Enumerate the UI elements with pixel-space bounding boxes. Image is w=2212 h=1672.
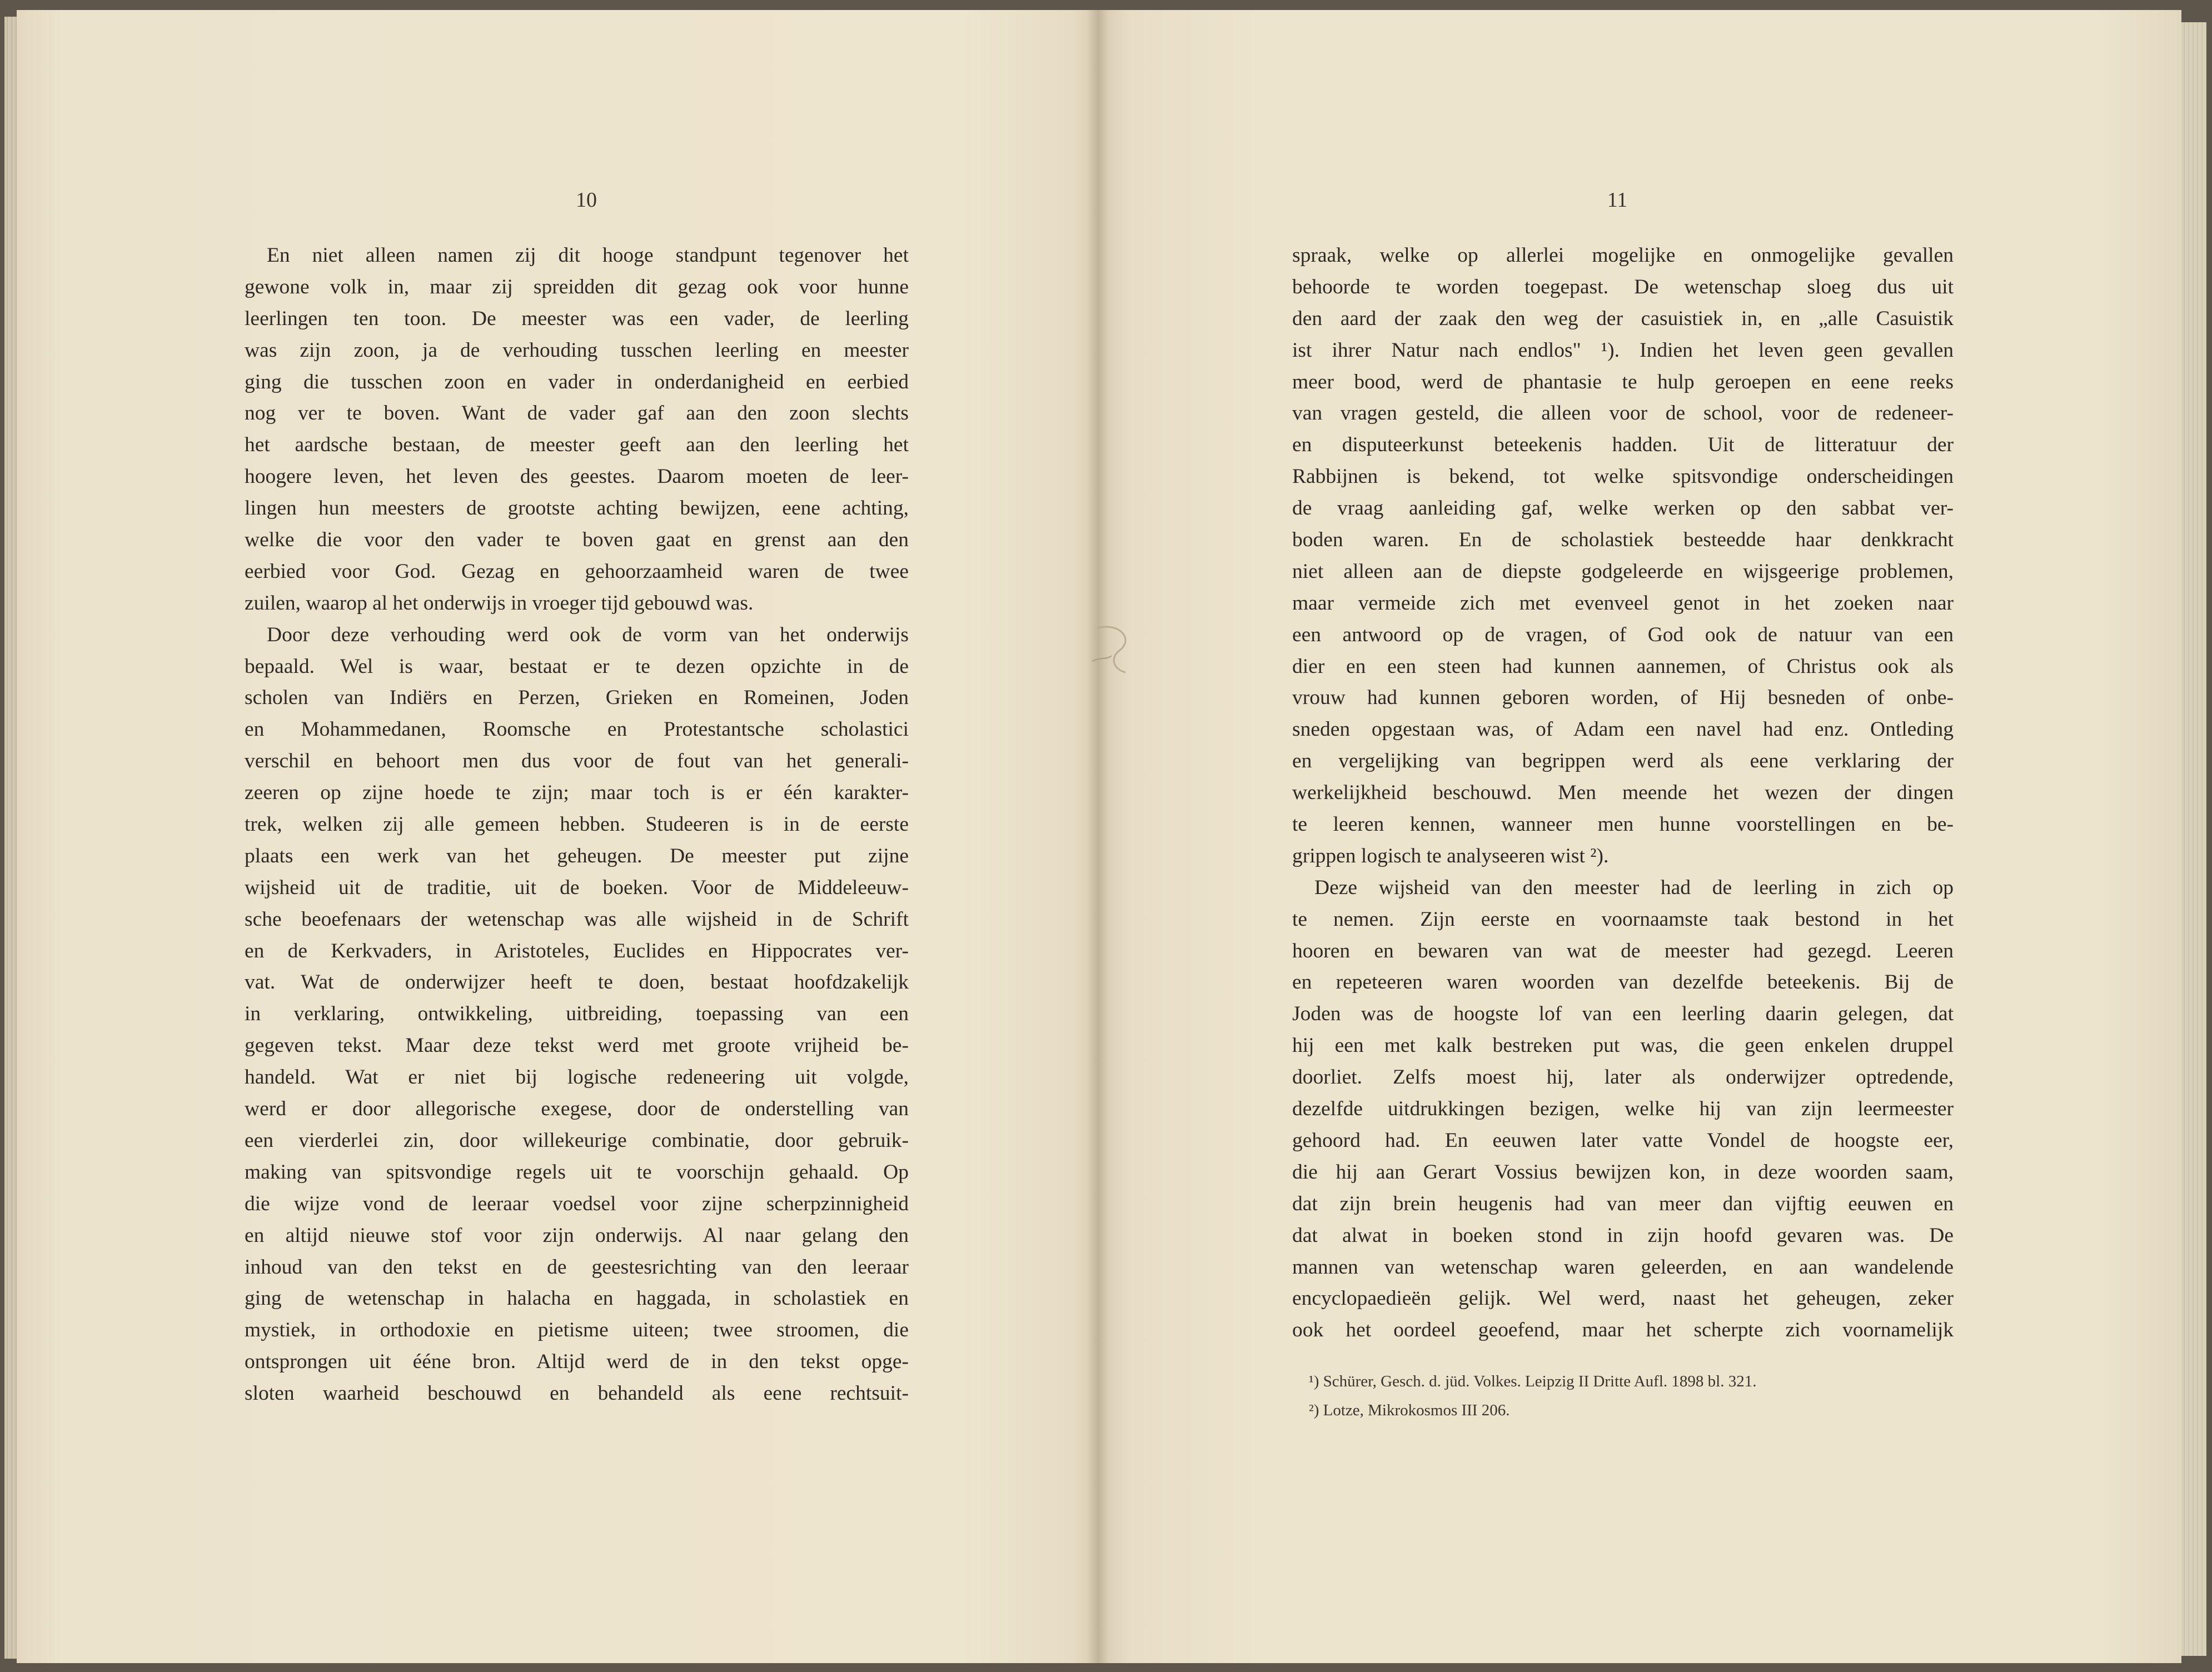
text-line: hoogere leven, het leven des geestes. Daarom moeten de leer-: [245, 465, 909, 488]
text-line: scholen van Indiërs en Perzen, Grieken en Romeinen, Joden: [245, 686, 909, 710]
text-line: ging de wetenschap in halacha en haggada, in scholastiek en: [245, 1287, 909, 1310]
text-line: die wijze vond de leeraar voedsel voor zijne scherpzinnigheid: [245, 1192, 909, 1215]
text-line: plaats een werk van het geheugen. De meester put zijne: [245, 844, 909, 867]
text-line: handeld. Wat er niet bij logische redeneering uit volgde,: [245, 1066, 909, 1089]
text-line: Door deze verhouding werd ook de vorm van het onderwijs: [267, 623, 909, 646]
text-line: te leeren kennen, wanneer men hunne voorstellingen en be-: [1292, 813, 1954, 836]
text-line: ist ihrer Natur nach endlos" ¹). Indien het leven geen gevallen: [1292, 338, 1954, 362]
left-page-text: [245, 240, 909, 1410]
text-line: zuilen, waarop al het onderwijs in vroeger tijd gebouwd was.: [245, 591, 754, 615]
text-line: in verklaring, ontwikkeling, uitbreiding, toepassing van een: [245, 1002, 909, 1026]
text-line: maar vermeide zich met evenveel genot in het zoeken naar: [1292, 591, 1954, 615]
text-line: meer bood, werd de phantasie te hulp geroepen en eene reeks: [1292, 370, 1954, 393]
text-line: hooren en bewaren van wat de meester had gezegd. Leeren: [1292, 939, 1954, 962]
text-line: werd er door allegorische exegese, door de onderstelling van: [245, 1097, 909, 1121]
text-line: en altijd nieuwe stof voor zijn onderwijs. Al naar gelang den: [245, 1224, 909, 1247]
text-line: en vergelijking van begrippen werd als eene verklaring der: [1292, 750, 1954, 773]
text-line: encyclopaedieën gelijk. Wel werd, naast het geheugen, zeker: [1292, 1287, 1954, 1310]
book-gutter: [1087, 10, 1109, 1663]
text-line: wijsheid uit de traditie, uit de boeken. Voor de Middeleeuw-: [245, 876, 909, 899]
text-line: en repeteeren waren woorden van dezelfde beteekenis. Bij de: [1292, 971, 1954, 994]
text-line: den aard der zaak den weg der casuistiek in, en „alle Casuistik: [1292, 307, 1954, 330]
text-line: spraak, welke op allerlei mogelijke en onmogelijke gevallen: [1292, 244, 1954, 267]
text-line: ging die tusschen zoon en vader in onderdanigheid en eerbied: [245, 370, 909, 393]
text-line: gehoord had. En eeuwen later vatte Vondel de hoogste eer,: [1292, 1129, 1954, 1152]
text-line: lingen hun meesters de grootste achting bewijzen, eene achting,: [245, 497, 909, 520]
text-line: hij een met kalk bestreken put was, die geen enkelen druppel: [1292, 1034, 1954, 1057]
text-line: inhoud van den tekst en de geestesrichting van den leeraar: [245, 1255, 909, 1279]
footnote: ²) Lotze, Mikrokosmos III 206.: [1309, 1401, 1510, 1419]
text-line: leerlingen ten toon. De meester was een vader, de leerling: [245, 307, 909, 330]
text-line: de vraag aanleiding gaf, welke werken op den sabbat ver-: [1292, 497, 1954, 520]
text-line: mystiek, in orthodoxie en pietisme uiteen; twee stroomen, die: [245, 1319, 909, 1342]
text-line: ook het oordeel geoefend, maar het scherpte zich voornamelijk: [1292, 1319, 1954, 1342]
right-page-edges: [2181, 22, 2206, 1656]
text-line: boden waren. En de scholastiek besteedde haar denkkracht: [1292, 528, 1954, 552]
text-line: Joden was de hoogste lof van een leerling daarin gelegen, dat: [1292, 1002, 1954, 1026]
text-line: die hij aan Gerart Vossius bewijzen kon, in deze woorden saam,: [1292, 1160, 1954, 1184]
text-line: gegeven tekst. Maar deze tekst werd met groote vrijheid be-: [245, 1034, 909, 1057]
text-line: en de Kerkvaders, in Aristoteles, Euclides en Hippocrates ver-: [245, 939, 909, 962]
text-line: eerbied voor God. Gezag en gehoorzaamheid waren de twee: [245, 560, 909, 583]
right-page-text: [1292, 240, 1954, 1346]
text-line: behoorde te worden toegepast. De wetenschap sloeg dus uit: [1292, 275, 1954, 298]
text-line: making van spitsvondige regels uit te voorschijn gehaald. Op: [245, 1160, 909, 1184]
text-line: Deze wijsheid van den meester had de leerling in zich op: [1314, 876, 1954, 899]
text-line: verschil en behoort men dus voor de fout van het generali-: [245, 750, 909, 773]
text-line: niet alleen aan de diepste godgeleerde en wijsgeerige problemen,: [1292, 560, 1954, 583]
text-line: welke die voor den vader te boven gaat en grenst aan den: [245, 528, 909, 552]
text-line: dier en een steen had kunnen aannemen, of Christus ook als: [1292, 655, 1954, 678]
text-line: een antwoord op de vragen, of God ook de natuur van een: [1292, 623, 1954, 646]
footnotes: [1309, 1367, 1948, 1425]
text-line: bepaald. Wel is waar, bestaat er te dezen opzichte in de: [245, 655, 909, 678]
text-line: dat zijn brein heugenis had van meer dan vijftig eeuwen en: [1292, 1192, 1954, 1215]
text-line: en Mohammedanen, Roomsche en Protestantsche scholastici: [245, 718, 909, 741]
text-line: grippen logisch te analyseeren wist ²).: [1292, 844, 1609, 867]
text-line: een vierderlei zin, door willekeurige combinatie, door gebruik-: [245, 1129, 909, 1152]
text-line: sche beoefenaars der wetenschap was alle wijsheid in de Schrift: [245, 907, 909, 931]
text-line: mannen van wetenschap waren geleerden, en aan wandelende: [1292, 1255, 1954, 1279]
right-page-number: 11: [1607, 188, 1628, 212]
text-line: En niet alleen namen zij dit hooge standpunt tegenover het: [267, 244, 909, 267]
left-page-number: 10: [576, 188, 597, 212]
footnote: ¹) Schürer, Gesch. d. jüd. Volkes. Leipzig II Dritte Aufl. 1898 bl. 321.: [1309, 1372, 1757, 1390]
text-line: Rabbijnen is bekend, tot welke spitsvondige onderscheidingen: [1292, 465, 1954, 488]
text-line: sloten waarheid beschouwd en behandeld als eene rechtsuit-: [245, 1382, 909, 1405]
text-line: sneden opgestaan was, of Adam een navel had enz. Ontleding: [1292, 718, 1954, 741]
text-line: vrouw had kunnen geboren worden, of Hij besneden of onbe-: [1292, 686, 1954, 710]
text-line: dezelfde uitdrukkingen bezigen, welke hij van zijn leermeester: [1292, 1097, 1954, 1121]
text-line: vat. Wat de onderwijzer heeft te doen, bestaat hoofdzakelijk: [245, 971, 909, 994]
text-line: was zijn zoon, ja de verhouding tusschen leerling en meester: [245, 338, 909, 362]
text-line: nog ver te boven. Want de vader gaf aan den zoon slechts: [245, 402, 909, 425]
binding-thread: [1081, 617, 1148, 683]
text-line: zeeren op zijne hoede te zijn; maar toch is er één karakter-: [245, 781, 909, 805]
text-line: ontsprongen uit ééne bron. Altijd werd de in den tekst opge-: [245, 1350, 909, 1374]
text-line: van vragen gesteld, die alleen voor de school, voor de redeneer-: [1292, 402, 1954, 425]
text-line: het aardsche bestaan, de meester geeft aan den leerling het: [245, 433, 909, 457]
text-line: te nemen. Zijn eerste en voornaamste taak bestond in het: [1292, 907, 1954, 931]
text-line: werkelijkheid beschouwd. Men meende het wezen der dingen: [1292, 781, 1954, 805]
text-line: en disputeerkunst beteekenis hadden. Uit de litteratuur der: [1292, 433, 1954, 457]
text-line: dat alwat in boeken stond in zijn hoofd gevaren was. De: [1292, 1224, 1954, 1247]
text-line: trek, welken zij alle gemeen hebben. Studeeren is in de eerste: [245, 813, 909, 836]
text-line: gewone volk in, maar zij spreidden dit gezag ook voor hunne: [245, 275, 909, 298]
text-line: doorliet. Zelfs moest hij, later als onderwijzer optredende,: [1292, 1066, 1954, 1089]
